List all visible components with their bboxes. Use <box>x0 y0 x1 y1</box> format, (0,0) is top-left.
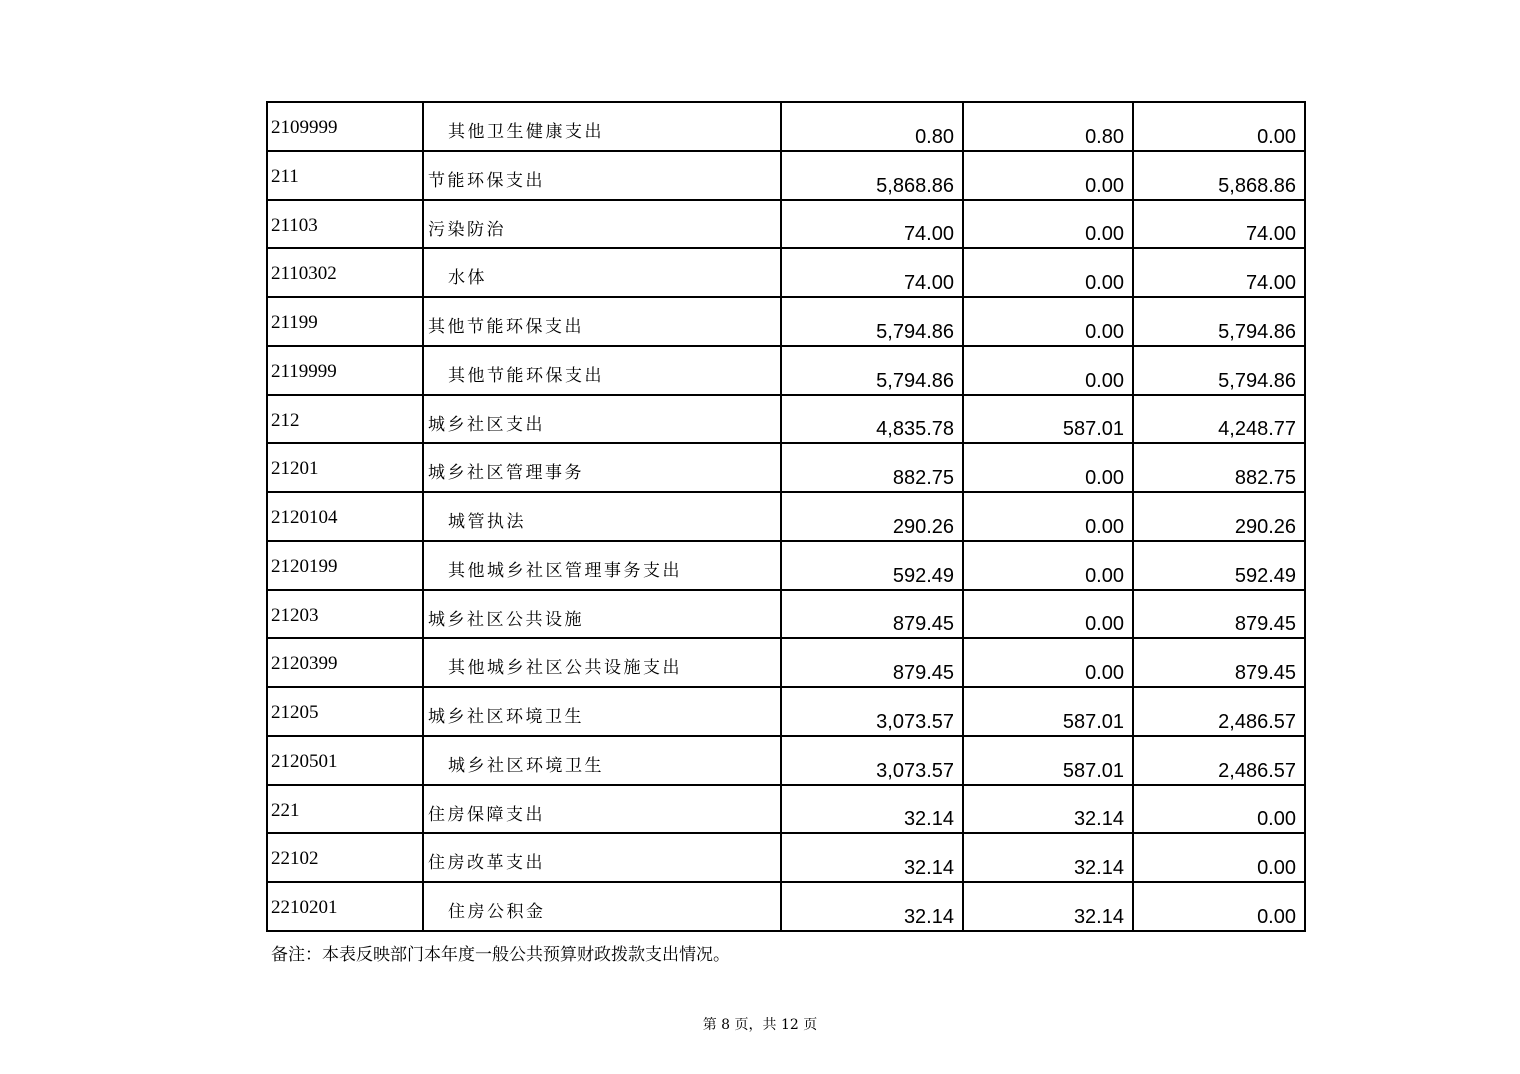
table-note: 备注：本表反映部门本年度一般公共预算财政拨款支出情况。 <box>271 945 730 965</box>
code-cell: 21201 <box>267 443 423 492</box>
amount-project-cell: 879.45 <box>1133 638 1305 687</box>
amount-total-cell: 5,868.86 <box>781 151 963 200</box>
amount-project-cell: 592.49 <box>1133 541 1305 590</box>
table-row <box>267 590 1305 639</box>
table-row <box>267 443 1305 492</box>
name-cell: 其他卫生健康支出 <box>423 102 781 151</box>
name-cell: 其他城乡社区管理事务支出 <box>423 541 781 590</box>
table-row <box>267 833 1305 882</box>
amount-total-cell: 32.14 <box>781 785 963 834</box>
amount-project-cell: 74.00 <box>1133 248 1305 297</box>
page-footer: 第 8 页，共 12 页 <box>702 1017 818 1033</box>
amount-basic-cell: 0.00 <box>963 492 1133 541</box>
name-cell: 污染防治 <box>423 200 781 249</box>
amount-basic-cell: 32.14 <box>963 882 1133 931</box>
amount-project-cell: 4,248.77 <box>1133 395 1305 444</box>
name-cell: 城乡社区环境卫生 <box>423 687 781 736</box>
amount-total-cell: 3,073.57 <box>781 687 963 736</box>
amount-total-cell: 0.80 <box>781 102 963 151</box>
amount-basic-cell: 0.00 <box>963 297 1133 346</box>
table-row <box>267 687 1305 736</box>
code-cell: 212 <box>267 395 423 444</box>
amount-project-cell: 0.00 <box>1133 882 1305 931</box>
amount-project-cell: 5,794.86 <box>1133 346 1305 395</box>
amount-project-cell: 0.00 <box>1133 102 1305 151</box>
amount-total-cell: 4,835.78 <box>781 395 963 444</box>
table-row <box>267 248 1305 297</box>
name-cell: 住房改革支出 <box>423 833 781 882</box>
amount-total-cell: 882.75 <box>781 443 963 492</box>
amount-basic-cell: 32.14 <box>963 833 1133 882</box>
amount-total-cell: 32.14 <box>781 882 963 931</box>
amount-project-cell: 0.00 <box>1133 833 1305 882</box>
code-cell: 21203 <box>267 590 423 639</box>
amount-total-cell: 3,073.57 <box>781 736 963 785</box>
amount-total-cell: 290.26 <box>781 492 963 541</box>
code-cell: 221 <box>267 785 423 834</box>
name-cell: 其他城乡社区公共设施支出 <box>423 638 781 687</box>
code-cell: 2120501 <box>267 736 423 785</box>
amount-project-cell: 0.00 <box>1133 785 1305 834</box>
code-cell: 2110302 <box>267 248 423 297</box>
code-cell: 2119999 <box>267 346 423 395</box>
table-row <box>267 346 1305 395</box>
name-cell: 住房公积金 <box>423 882 781 931</box>
code-cell: 2120399 <box>267 638 423 687</box>
name-cell: 其他节能环保支出 <box>423 346 781 395</box>
table-body <box>267 102 1305 931</box>
amount-basic-cell: 32.14 <box>963 785 1133 834</box>
name-cell: 节能环保支出 <box>423 151 781 200</box>
amount-basic-cell: 0.00 <box>963 541 1133 590</box>
name-cell: 其他节能环保支出 <box>423 297 781 346</box>
amount-basic-cell: 0.00 <box>963 638 1133 687</box>
amount-project-cell: 290.26 <box>1133 492 1305 541</box>
table-row <box>267 785 1305 834</box>
amount-basic-cell: 587.01 <box>963 395 1133 444</box>
table-row <box>267 102 1305 151</box>
amount-project-cell: 74.00 <box>1133 200 1305 249</box>
code-cell: 21103 <box>267 200 423 249</box>
code-cell: 2120104 <box>267 492 423 541</box>
amount-project-cell: 2,486.57 <box>1133 687 1305 736</box>
amount-total-cell: 74.00 <box>781 200 963 249</box>
code-cell: 2109999 <box>267 102 423 151</box>
amount-project-cell: 5,794.86 <box>1133 297 1305 346</box>
amount-total-cell: 32.14 <box>781 833 963 882</box>
amount-total-cell: 592.49 <box>781 541 963 590</box>
table-row <box>267 736 1305 785</box>
amount-total-cell: 879.45 <box>781 590 963 639</box>
code-cell: 22102 <box>267 833 423 882</box>
code-cell: 21205 <box>267 687 423 736</box>
table-row <box>267 638 1305 687</box>
name-cell: 水体 <box>423 248 781 297</box>
table-row <box>267 492 1305 541</box>
code-cell: 2120199 <box>267 541 423 590</box>
table-row <box>267 541 1305 590</box>
amount-project-cell: 2,486.57 <box>1133 736 1305 785</box>
amount-total-cell: 5,794.86 <box>781 346 963 395</box>
budget-table <box>266 101 1306 932</box>
amount-project-cell: 879.45 <box>1133 590 1305 639</box>
name-cell: 城乡社区管理事务 <box>423 443 781 492</box>
amount-basic-cell: 0.80 <box>963 102 1133 151</box>
amount-total-cell: 5,794.86 <box>781 297 963 346</box>
code-cell: 21199 <box>267 297 423 346</box>
code-cell: 2210201 <box>267 882 423 931</box>
name-cell: 城管执法 <box>423 492 781 541</box>
amount-basic-cell: 0.00 <box>963 151 1133 200</box>
amount-basic-cell: 0.00 <box>963 590 1133 639</box>
amount-project-cell: 5,868.86 <box>1133 151 1305 200</box>
table-row <box>267 151 1305 200</box>
amount-basic-cell: 0.00 <box>963 346 1133 395</box>
table-row <box>267 882 1305 931</box>
amount-basic-cell: 587.01 <box>963 687 1133 736</box>
table-row <box>267 200 1305 249</box>
amount-total-cell: 74.00 <box>781 248 963 297</box>
amount-project-cell: 882.75 <box>1133 443 1305 492</box>
name-cell: 城乡社区支出 <box>423 395 781 444</box>
name-cell: 住房保障支出 <box>423 785 781 834</box>
amount-basic-cell: 0.00 <box>963 200 1133 249</box>
table-row <box>267 395 1305 444</box>
amount-basic-cell: 587.01 <box>963 736 1133 785</box>
code-cell: 211 <box>267 151 423 200</box>
table-row <box>267 297 1305 346</box>
amount-basic-cell: 0.00 <box>963 443 1133 492</box>
name-cell: 城乡社区环境卫生 <box>423 736 781 785</box>
amount-basic-cell: 0.00 <box>963 248 1133 297</box>
name-cell: 城乡社区公共设施 <box>423 590 781 639</box>
amount-total-cell: 879.45 <box>781 638 963 687</box>
